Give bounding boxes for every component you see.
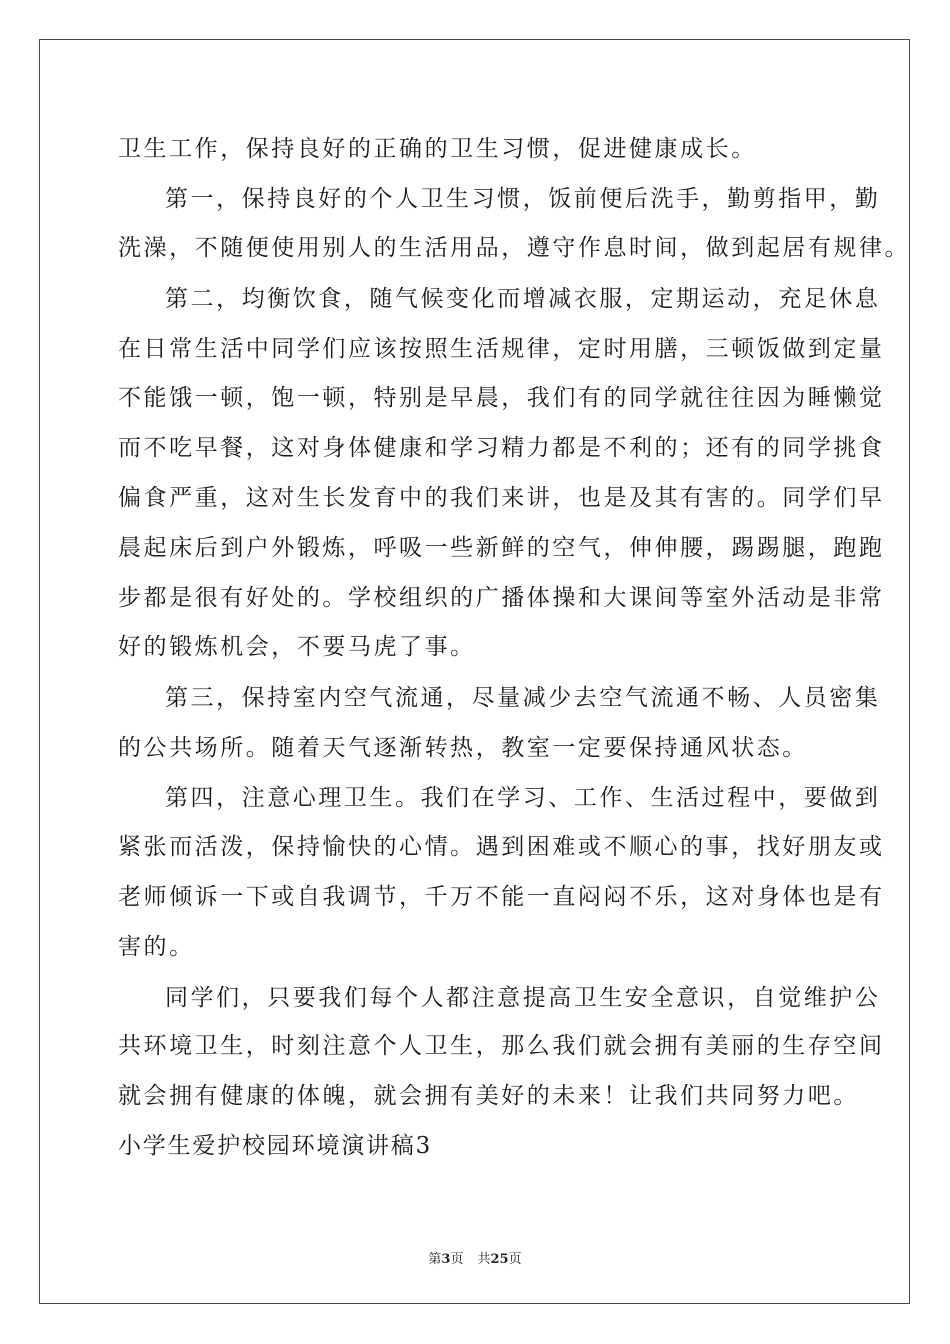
footer-total-suffix: 页	[508, 1252, 522, 1267]
paragraph-first-line: 第一，保持良好的个人卫生习惯，饭前便后洗手，勤剪指甲，勤	[165, 186, 881, 212]
text-line: 洗澡，不随便使用别人的生活用品，遵守作息时间，做到起居有规律。	[118, 235, 911, 261]
page-footer	[0, 1248, 950, 1267]
footer-page-suffix: 页	[450, 1252, 464, 1267]
text-line: 害的。	[118, 934, 195, 960]
text-line: 的公共场所。随着天气逐渐转热，教室一定要保持通风状态。	[118, 735, 808, 761]
text-line: 紧张而活泼，保持愉快的心情。遇到困难或不顺心的事，找好朋友或	[118, 834, 885, 860]
text-line: 卫生工作，保持良好的正确的卫生习惯，促进健康成长。	[118, 136, 757, 162]
footer-page-number: 3	[441, 1252, 451, 1267]
paragraph-first-line: 第二，均衡饮食，随气候变化而增减衣服，定期运动，充足休息	[165, 286, 881, 312]
footer-page-prefix: 第	[428, 1252, 442, 1267]
text-line: 步都是很有好处的。学校组织的广播体操和大课间等室外活动是非常	[118, 585, 885, 611]
text-line: 而不吃早餐，这对身体健康和学习精力都是不利的；还有的同学挑食	[118, 435, 885, 461]
section-heading: 小学生爱护校园环境演讲稿3	[118, 1133, 433, 1159]
text-line: 共环境卫生，时刻注意个人卫生，那么我们就会拥有美丽的生存空间	[118, 1033, 885, 1059]
text-line: 好的锻炼机会，不要马虎了事。	[118, 634, 476, 660]
text-line: 晨起床后到户外锻炼，呼吸一些新鲜的空气，伸伸腰，踢踢腿，跑跑	[118, 535, 885, 561]
text-line: 偏食严重，这对生长发育中的我们来讲，也是及其有害的。同学们早	[118, 485, 885, 511]
paragraph-first-line: 第四，注意心理卫生。我们在学习、工作、生活过程中，要做到	[165, 785, 881, 811]
footer-total-pages: 25	[490, 1252, 509, 1267]
page-border	[39, 39, 910, 1304]
text-line: 就会拥有健康的体魄，就会拥有美好的未来！让我们共同努力吧。	[118, 1083, 859, 1109]
footer-total-prefix: 共	[477, 1252, 491, 1267]
paragraph-first-line: 第三，保持室内空气流通，尽量减少去空气流通不畅、人员密集	[165, 685, 881, 711]
text-line: 老师倾诉一下或自我调节，千万不能一直闷闷不乐，这对身体也是有	[118, 884, 885, 910]
text-line: 在日常生活中同学们应该按照生活规律，定时用膳，三顿饭做到定量	[118, 336, 885, 362]
paragraph-first-line: 同学们，只要我们每个人都注意提高卫生安全意识，自觉维护公	[165, 985, 881, 1011]
text-line: 不能饿一顿，饱一顿，特别是早晨，我们有的同学就往往因为睡懒觉	[118, 385, 885, 411]
